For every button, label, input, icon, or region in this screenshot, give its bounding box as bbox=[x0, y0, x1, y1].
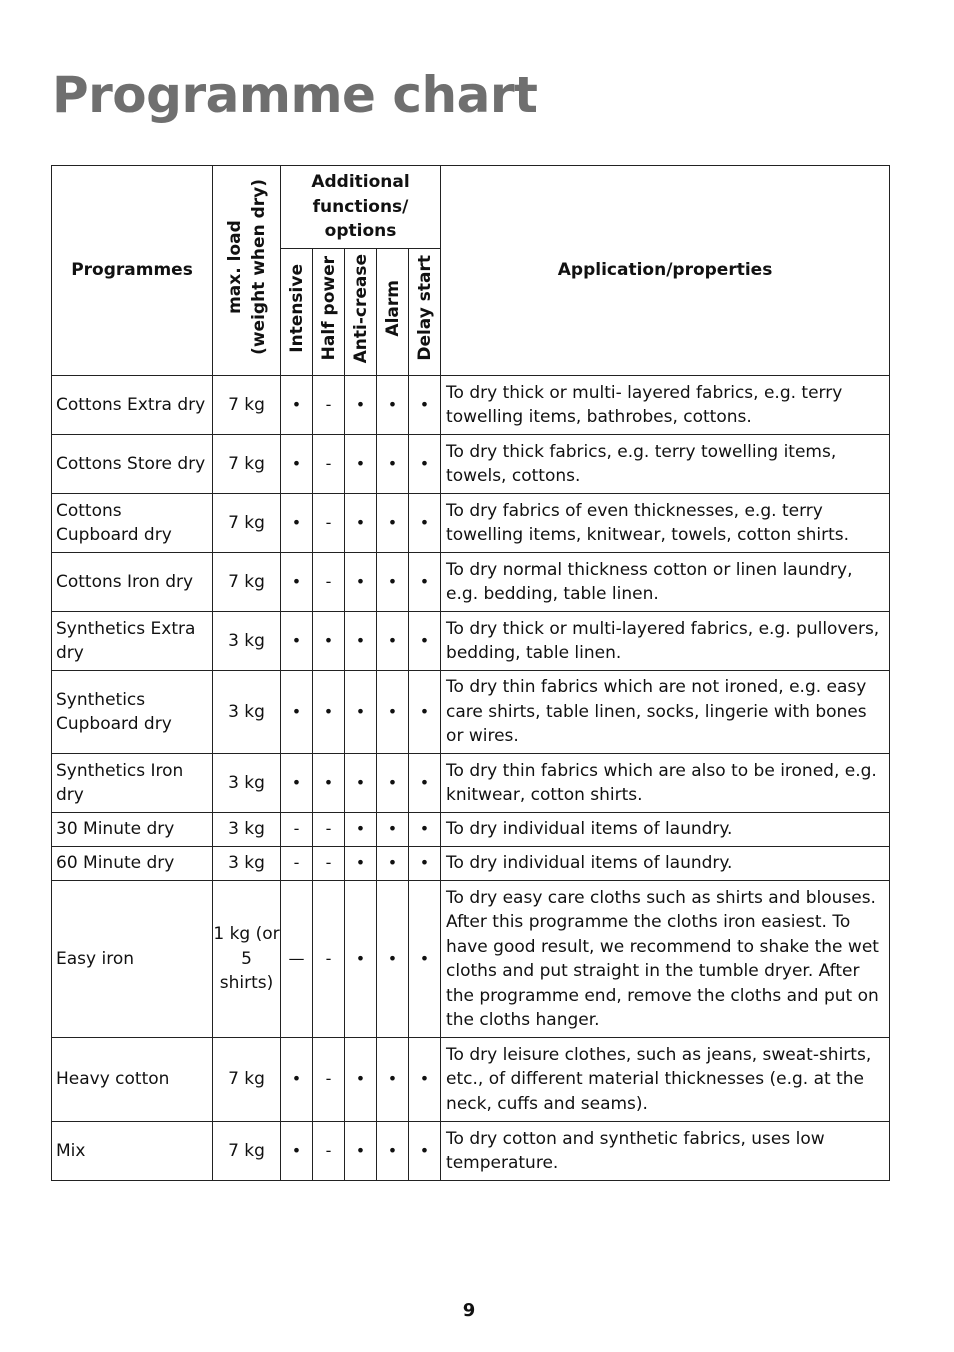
option-alarm-mark: • bbox=[377, 376, 409, 435]
programme-name: Cottons Iron dry bbox=[52, 553, 213, 612]
option-alarm-mark: • bbox=[377, 813, 409, 847]
option-intensive-mark: • bbox=[281, 435, 313, 494]
table-row bbox=[52, 612, 890, 671]
option-alarm-mark: • bbox=[377, 1038, 409, 1122]
application-text: To dry thick fabrics, e.g. terry towelling items, towels, cottons. bbox=[441, 435, 890, 494]
application-text: To dry normal thickness cotton or linen laundry, e.g. bedding, table linen. bbox=[441, 553, 890, 612]
option-alarm-mark: • bbox=[377, 754, 409, 813]
option-half-power-mark: • bbox=[313, 754, 345, 813]
option-alarm-mark: • bbox=[377, 671, 409, 754]
max-load-value: 7 kg bbox=[213, 494, 281, 553]
option-half-power-mark: - bbox=[313, 553, 345, 612]
max-load-value: 3 kg bbox=[213, 671, 281, 754]
programme-name: Synthetics Cupboard dry bbox=[52, 671, 213, 754]
table-row bbox=[52, 847, 890, 881]
application-header: Application/properties bbox=[441, 166, 890, 376]
max-load-sublabel: (weight when dry) bbox=[248, 178, 269, 355]
application-text: To dry thick or multi-layered fabrics, e.g. pullovers, bedding, table linen. bbox=[441, 612, 890, 671]
option-half-power-mark: • bbox=[313, 671, 345, 754]
option-delay-start-mark: • bbox=[409, 376, 441, 435]
option-delay-start-mark: • bbox=[409, 847, 441, 881]
programme-name: Cottons Extra dry bbox=[52, 376, 213, 435]
option-anti-crease-mark: • bbox=[345, 1122, 377, 1181]
option-anti-crease-mark: • bbox=[345, 847, 377, 881]
max-load-value: 1 kg (or 5 shirts) bbox=[213, 881, 281, 1038]
option-half-power-mark: - bbox=[313, 813, 345, 847]
option-header-delay-start: Delay start bbox=[409, 249, 441, 376]
additional-options-header: Additional functions/ options bbox=[281, 166, 441, 249]
option-anti-crease-mark: • bbox=[345, 1038, 377, 1122]
max-load-value: 7 kg bbox=[213, 1038, 281, 1122]
application-text: To dry fabrics of even thicknesses, e.g. terry towelling items, knitwear, towels, cotton shirts. bbox=[441, 494, 890, 553]
option-intensive-mark: • bbox=[281, 553, 313, 612]
option-alarm-mark: • bbox=[377, 612, 409, 671]
application-text: To dry leisure clothes, such as jeans, sweat-shirts, etc., of different material thicknesses (e.g. at the neck, cuffs and seams). bbox=[441, 1038, 890, 1122]
option-alarm-mark: • bbox=[377, 553, 409, 612]
option-intensive-mark: - bbox=[281, 813, 313, 847]
max-load-value: 3 kg bbox=[213, 813, 281, 847]
application-text: To dry individual items of laundry. bbox=[441, 813, 890, 847]
application-text: To dry individual items of laundry. bbox=[441, 847, 890, 881]
option-header-anti-crease: Anti-crease bbox=[345, 249, 377, 376]
option-intensive-mark: • bbox=[281, 754, 313, 813]
option-header-intensive: Intensive bbox=[281, 249, 313, 376]
option-intensive-mark: • bbox=[281, 671, 313, 754]
option-anti-crease-mark: • bbox=[345, 553, 377, 612]
option-alarm-mark: • bbox=[377, 847, 409, 881]
table-row bbox=[52, 494, 890, 553]
page-number: 9 bbox=[462, 1300, 476, 1321]
option-delay-start-mark: • bbox=[409, 1122, 441, 1181]
option-alarm-mark: • bbox=[377, 494, 409, 553]
programme-name: Cottons Store dry bbox=[52, 435, 213, 494]
option-half-power-mark: - bbox=[313, 847, 345, 881]
option-anti-crease-mark: • bbox=[345, 881, 377, 1038]
option-anti-crease-mark: • bbox=[345, 612, 377, 671]
table-row bbox=[52, 1122, 890, 1181]
option-half-power-mark: • bbox=[313, 612, 345, 671]
option-intensive-mark: • bbox=[281, 494, 313, 553]
option-delay-start-mark: • bbox=[409, 881, 441, 1038]
option-anti-crease-mark: • bbox=[345, 671, 377, 754]
programme-name: Heavy cotton bbox=[52, 1038, 213, 1122]
option-intensive-mark: • bbox=[281, 612, 313, 671]
programme-name: Easy iron bbox=[52, 881, 213, 1038]
max-load-value: 7 kg bbox=[213, 553, 281, 612]
application-text: To dry thin fabrics which are not ironed, e.g. easy care shirts, table linen, socks, lingerie with bones or wires. bbox=[441, 671, 890, 754]
option-half-power-mark: - bbox=[313, 1038, 345, 1122]
max-load-value: 3 kg bbox=[213, 754, 281, 813]
option-delay-start-mark: • bbox=[409, 754, 441, 813]
programme-chart-table bbox=[51, 165, 890, 1181]
table-row bbox=[52, 553, 890, 612]
max-load-label: max. load bbox=[224, 219, 245, 314]
option-anti-crease-mark: • bbox=[345, 494, 377, 553]
option-anti-crease-mark: • bbox=[345, 813, 377, 847]
programme-name: Synthetics Iron dry bbox=[52, 754, 213, 813]
table-row bbox=[52, 813, 890, 847]
option-half-power-mark: - bbox=[313, 881, 345, 1038]
option-delay-start-mark: • bbox=[409, 813, 441, 847]
option-alarm-mark: • bbox=[377, 1122, 409, 1181]
table-row bbox=[52, 376, 890, 435]
option-header-half-power: Half power bbox=[313, 249, 345, 376]
programme-name: Mix bbox=[52, 1122, 213, 1181]
table-row bbox=[52, 754, 890, 813]
option-alarm-mark: • bbox=[377, 435, 409, 494]
programme-name: 60 Minute dry bbox=[52, 847, 213, 881]
option-intensive-mark: • bbox=[281, 1122, 313, 1181]
option-delay-start-mark: • bbox=[409, 671, 441, 754]
max-load-header bbox=[213, 166, 281, 376]
option-anti-crease-mark: • bbox=[345, 376, 377, 435]
application-text: To dry easy care cloths such as shirts and blouses. After this programme the cloths iron easiest. To have good result, we recommend to shake the wet cloths and put straight in the tumble dryer. After the programme end, remove the cloths and put on the cloths hanger. bbox=[441, 881, 890, 1038]
option-delay-start-mark: • bbox=[409, 1038, 441, 1122]
option-anti-crease-mark: • bbox=[345, 754, 377, 813]
max-load-value: 7 kg bbox=[213, 376, 281, 435]
max-load-value: 7 kg bbox=[213, 435, 281, 494]
option-intensive-mark: — bbox=[281, 881, 313, 1038]
option-half-power-mark: - bbox=[313, 494, 345, 553]
option-delay-start-mark: • bbox=[409, 494, 441, 553]
programme-name: 30 Minute dry bbox=[52, 813, 213, 847]
max-load-value: 3 kg bbox=[213, 847, 281, 881]
programme-name: Cottons Cupboard dry bbox=[52, 494, 213, 553]
table-row bbox=[52, 1038, 890, 1122]
programme-name: Synthetics Extra dry bbox=[52, 612, 213, 671]
programmes-header: Programmes bbox=[52, 166, 213, 376]
option-delay-start-mark: • bbox=[409, 612, 441, 671]
application-text: To dry thick or multi- layered fabrics, e.g. terry towelling items, bathrobes, cottons. bbox=[441, 376, 890, 435]
application-text: To dry thin fabrics which are also to be ironed, e.g. knitwear, cotton shirts. bbox=[441, 754, 890, 813]
option-alarm-mark: • bbox=[377, 881, 409, 1038]
application-text: To dry cotton and synthetic fabrics, uses low temperature. bbox=[441, 1122, 890, 1181]
table-row bbox=[52, 671, 890, 754]
option-half-power-mark: - bbox=[313, 376, 345, 435]
max-load-value: 3 kg bbox=[213, 612, 281, 671]
page-title: Programme chart bbox=[52, 66, 538, 124]
option-intensive-mark: • bbox=[281, 376, 313, 435]
option-half-power-mark: - bbox=[313, 1122, 345, 1181]
table-row bbox=[52, 435, 890, 494]
option-header-alarm: Alarm bbox=[377, 249, 409, 376]
option-intensive-mark: - bbox=[281, 847, 313, 881]
option-half-power-mark: - bbox=[313, 435, 345, 494]
option-delay-start-mark: • bbox=[409, 435, 441, 494]
option-delay-start-mark: • bbox=[409, 553, 441, 612]
max-load-value: 7 kg bbox=[213, 1122, 281, 1181]
option-anti-crease-mark: • bbox=[345, 435, 377, 494]
option-intensive-mark: • bbox=[281, 1038, 313, 1122]
table-row bbox=[52, 881, 890, 1038]
